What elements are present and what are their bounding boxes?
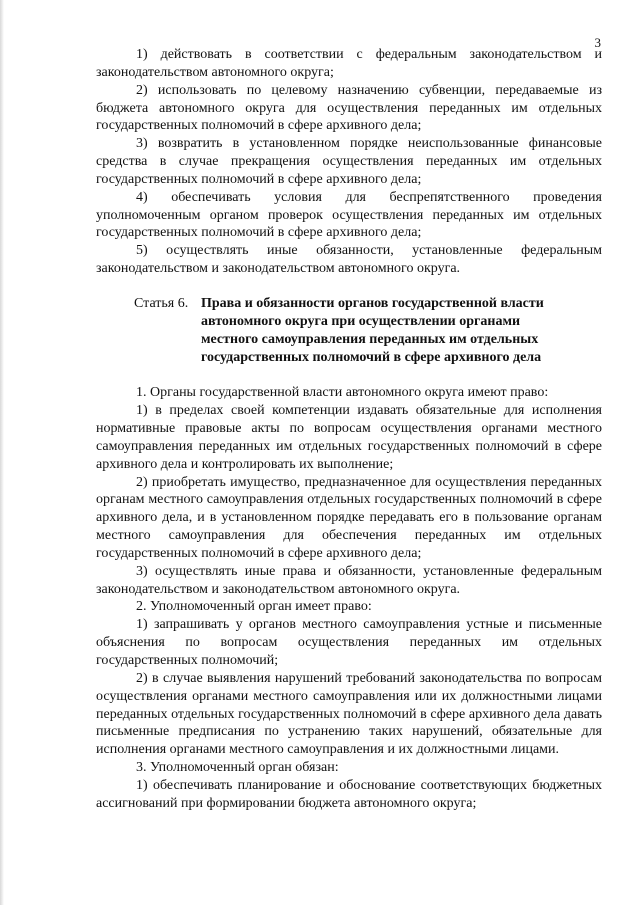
paragraph: 3) осуществлять иные права и обязанности, установленные федеральным законодательством и законодательством автономного округа. [96,563,602,597]
page-number: 3 [594,35,601,50]
article-title-line: Права и обязанности органов государственной власти [201,295,544,311]
paragraph: 2) использовать по целевому назначению субвенции, передаваемые из бюджета автономного округа для осуществления переданных им отдельных государственных полномочий в сфере архивного дела; [96,82,602,134]
article-number: Статья 6. [134,295,189,311]
paragraph: 2. Уполномоченный орган имеет право: [136,599,372,615]
paragraph: 5) осуществлять иные обязанности, установленные федеральным законодательством и законодательством автономного округа. [96,243,602,277]
article-title [201,295,602,366]
article-heading [96,295,602,366]
paragraph: 1. Органы государственной власти автономного округа имеют право: [136,385,549,401]
paragraph: 1) запрашивать у органов местного самоуправления устные и письменные объяснения по вопросам осуществления переданных им отдельных государственных полномочий; [96,617,602,668]
document-body [96,46,602,813]
article-title-line: местного самоуправления переданных им отдельных [201,331,539,347]
paragraph: 1) действовать в соответствии с федеральным законодательством и законодательством автономного округа; [96,47,602,80]
paragraph: 1) в пределах своей компетенции издавать обязательные для исполнения нормативные правовые акты по вопросам осуществления органами местного самоуправления переданных им отдельных государственных полномочий в сфере архивного дела и контролировать их выполнение; [96,403,602,472]
paragraph: 2) в случае выявления нарушений требований законодательства по вопросам осуществления органами местного самоуправления или их должностными лицами переданных отдельных государственных полномочий в сфере архивного дела давать письменные предписания по устранению таких нарушений, обязательные для исполнения органами местного самоуправления и их должностными лицами. [96,670,602,758]
paragraph: 2) приобретать имущество, предназначенное для осуществления переданных органам местного самоуправления отдельных государственных полномочий в сфере архивного дела, и в установленном порядке передавать его в пользование органам местного самоуправления для обеспечения переданных им отдельных государственных полномочий в сфере архивного дела; [96,474,602,561]
paragraph: 3) возвратить в установленном порядке неиспользованные финансовые средства в случае прекращения осуществления переданных им отдельных государственных полномочий в сфере архивного дела; [96,136,602,187]
paragraph: 1) обеспечивать планирование и обоснование соответствующих бюджетных ассигнований при формировании бюджета автономного округа; [96,777,602,811]
paragraph: 3. Уполномоченный орган обязан: [136,760,339,776]
article-title-line: государственных полномочий в сфере архивного дела [201,349,542,365]
paragraph: 4) обеспечивать условия для беспрепятственного проведения уполномоченным органом проверок осуществления переданных им отдельных государственных полномочий в сфере архивного дела; [96,189,602,241]
scan-edge [0,0,4,905]
article-title-line: автономного округа при осуществлении органами [201,313,521,329]
